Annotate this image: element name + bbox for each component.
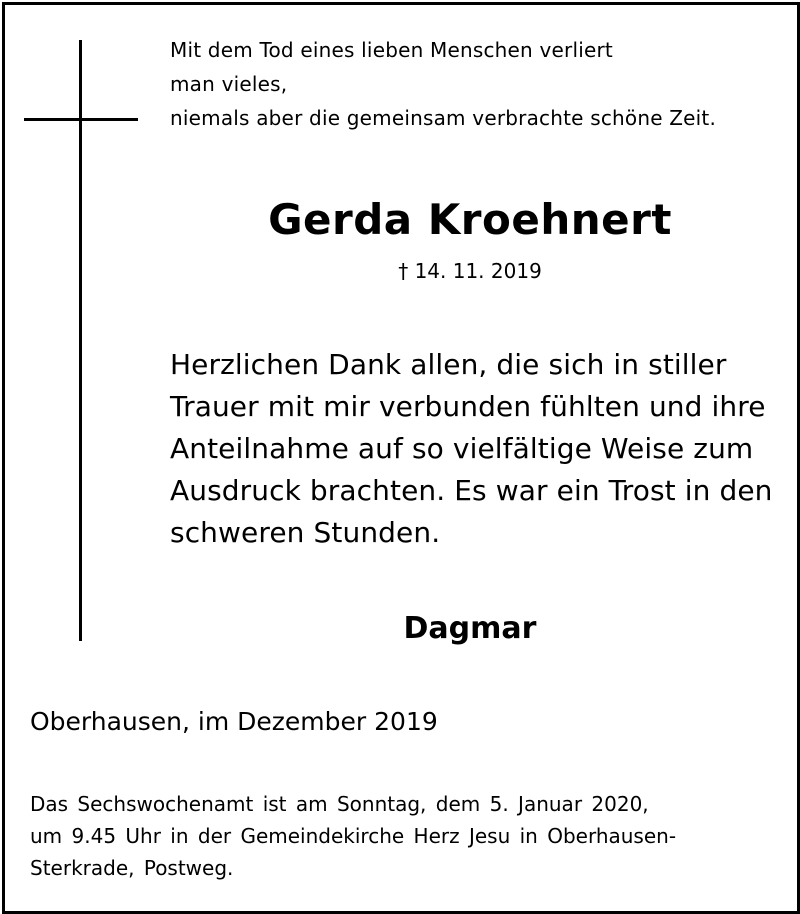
cross-vertical-bar xyxy=(79,40,82,641)
death-date: 14. 11. 2019 xyxy=(414,259,542,283)
quote-line: niemals aber die gemeinsam verbrachte schöne Zeit. xyxy=(170,106,717,130)
thanks-line: Herzlichen Dank allen, die sich in stiller xyxy=(170,348,727,381)
death-date-line xyxy=(170,256,770,286)
service-line: um 9.45 Uhr in der Gemeindekirche Herz Jesu in Oberhausen- xyxy=(30,824,677,848)
memorial-quote xyxy=(170,33,780,135)
thanks-message xyxy=(170,344,780,554)
place-date: Oberhausen, im Dezember 2019 xyxy=(30,707,438,736)
service-announcement xyxy=(30,788,770,884)
deceased-name: Gerda Kroehnert xyxy=(268,195,672,244)
service-line: Das Sechswochenamt ist am Sonntag, dem 5. Januar 2020, xyxy=(30,792,649,816)
cross-horizontal-bar xyxy=(24,118,138,121)
service-line: Sterkrade, Postweg. xyxy=(30,856,234,880)
quote-line: man vieles, xyxy=(170,72,288,96)
thanks-line: Ausdruck brachten. Es war ein Trost in den xyxy=(170,474,773,507)
signature: Dagmar xyxy=(403,611,537,646)
thanks-line: Trauer mit mir verbunden fühlten und ihre xyxy=(170,390,766,423)
quote-line: Mit dem Tod eines lieben Menschen verliert xyxy=(170,38,613,62)
thanks-line: Anteilnahme auf so vielfältige Weise zum xyxy=(170,432,754,465)
dagger-symbol: † xyxy=(398,259,409,283)
thanks-line: schweren Stunden. xyxy=(170,516,441,549)
